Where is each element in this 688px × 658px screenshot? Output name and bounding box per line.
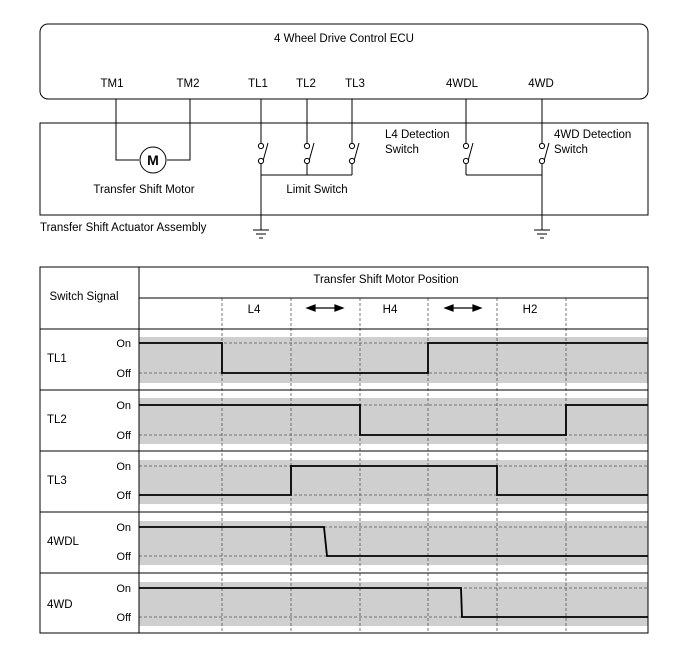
on-label: On (116, 400, 131, 412)
on-label: On (116, 522, 131, 534)
signal-bands (139, 337, 648, 626)
terminal-tl3: TL3 (345, 78, 365, 90)
position-l4: L4 (247, 304, 261, 316)
off-label: Off (116, 430, 131, 442)
signal-name-4wdl: 4WDL (47, 536, 79, 548)
signal-name-4wd: 4WD (47, 599, 73, 611)
terminal-tm2: TM2 (176, 78, 200, 90)
terminal-tm1: TM1 (100, 78, 124, 90)
transition-arrow-h4-h2 (445, 305, 481, 311)
terminal-tl2: TL2 (296, 78, 316, 90)
motor-label: Transfer Shift Motor (93, 184, 195, 196)
off-label: Off (116, 490, 131, 502)
ecu-block (40, 24, 648, 99)
timing-table (40, 267, 648, 633)
4wd-detection-label-1: 4WD Detection (554, 129, 632, 141)
4wd-detection-label-2: Switch (554, 144, 588, 156)
header-motor-position: Transfer Shift Motor Position (313, 274, 459, 286)
ecu-title: 4 Wheel Drive Control ECU (274, 33, 414, 45)
signal-name-tl2: TL2 (47, 414, 67, 426)
actuator-assembly (40, 99, 648, 238)
terminal-tl1: TL1 (248, 78, 268, 90)
position-h4: H4 (382, 304, 398, 316)
header-switch-signal: Switch Signal (49, 291, 119, 303)
l4-detection-label-1: L4 Detection (385, 129, 450, 141)
limit-switch-circuit (253, 99, 359, 238)
motor-m-letter: M (147, 152, 159, 168)
position-h2: H2 (522, 304, 538, 316)
off-label: Off (116, 612, 131, 624)
signal-name-tl1: TL1 (47, 353, 67, 365)
terminal-4wdl: 4WDL (446, 78, 478, 90)
off-label: Off (116, 368, 131, 380)
on-label: On (116, 461, 131, 473)
l4-detection-label-2: Switch (385, 144, 419, 156)
table-frame (40, 267, 648, 633)
detection-switch-circuit (463, 99, 550, 238)
limit-switch-label: Limit Switch (286, 184, 348, 196)
terminal-4wd: 4WD (528, 78, 554, 90)
signal-name-tl3: TL3 (47, 475, 67, 487)
transition-arrow-l4-h4 (307, 305, 343, 311)
on-label: On (116, 338, 131, 350)
assembly-name: Transfer Shift Actuator Assembly (40, 222, 207, 234)
off-label: Off (116, 551, 131, 563)
on-label: On (116, 583, 131, 595)
level-labels (116, 338, 132, 624)
